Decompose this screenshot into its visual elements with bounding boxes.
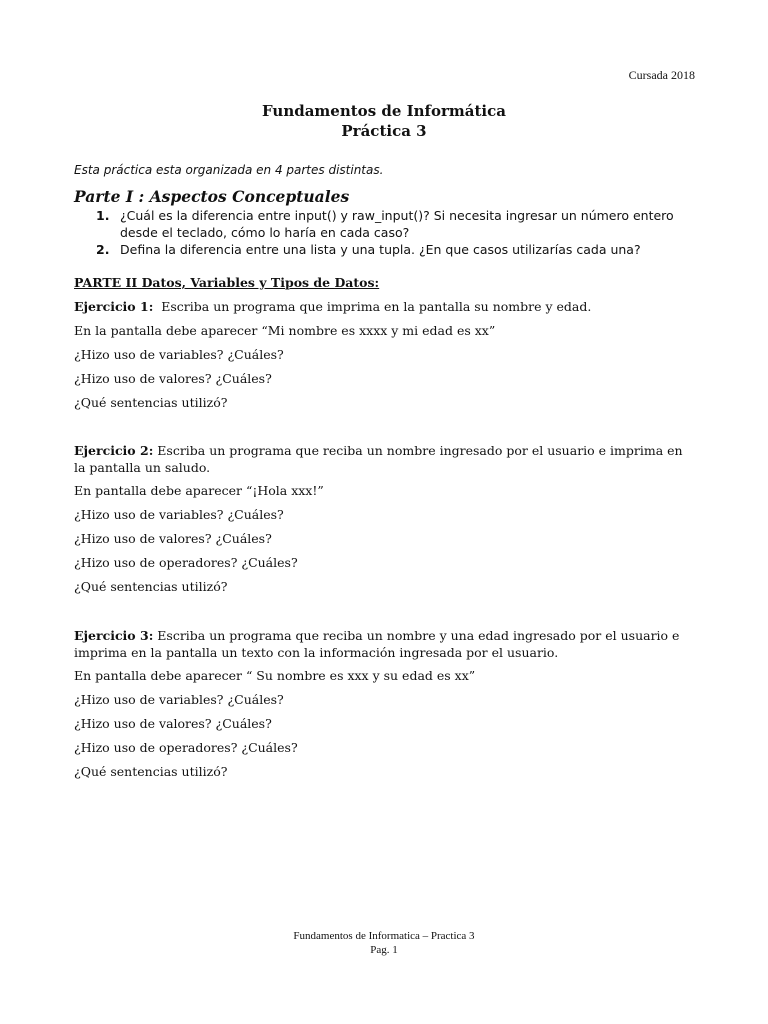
question-item xyxy=(96,242,696,259)
title-line-2: Práctica 3 xyxy=(341,122,427,140)
exercise-label: Ejercicio 2: xyxy=(74,443,154,458)
exercise-text: Escriba un programa que reciba un nombre y una edad ingresado por el usuario e imprima en la pantalla un texto con la información ingresada por el usuario. xyxy=(74,628,680,660)
intro-text: Esta práctica esta organizada en 4 partes distintas. xyxy=(74,163,384,177)
exercise-line: ¿Hizo uso de variables? ¿Cuáles? xyxy=(74,692,284,707)
question-item xyxy=(96,208,696,241)
exercise-statement xyxy=(74,628,694,661)
exercise-text: Escriba un programa que imprima en la pantalla su nombre y edad. xyxy=(153,299,592,314)
exercise-2 xyxy=(74,443,694,603)
exercise-line: ¿Hizo uso de variables? ¿Cuáles? xyxy=(74,507,284,522)
exercise-3 xyxy=(74,628,694,788)
exercise-line: ¿Hizo uso de valores? ¿Cuáles? xyxy=(74,531,272,546)
part1-heading: Parte I : Aspectos Conceptuales xyxy=(74,187,350,206)
document-title xyxy=(0,101,768,141)
exercise-line: ¿Hizo uso de operadores? ¿Cuáles? xyxy=(74,740,298,755)
exercise-label: Ejercicio 3: xyxy=(74,628,154,643)
question-number: 2. xyxy=(96,242,110,257)
course-year: Cursada 2018 xyxy=(628,68,695,82)
exercise-statement xyxy=(74,443,694,476)
exercise-line: ¿Hizo uso de variables? ¿Cuáles? xyxy=(74,347,284,362)
exercise-1 xyxy=(74,299,694,419)
exercise-text: Escriba un programa que reciba un nombre ingresado por el usuario e imprima en la pantalla un saludo. xyxy=(74,443,683,475)
page-footer xyxy=(0,929,768,957)
question-text: ¿Cuál es la diferencia entre input() y raw_input()? Si necesita ingresar un número entero desde el teclado, cómo lo haría en cada caso? xyxy=(120,208,674,240)
exercise-line: ¿Qué sentencias utilizó? xyxy=(74,764,228,779)
exercise-line: ¿Qué sentencias utilizó? xyxy=(74,579,228,594)
exercise-line: En la pantalla debe aparecer “Mi nombre es xxxx y mi edad es xx” xyxy=(74,323,496,338)
exercise-line: ¿Hizo uso de operadores? ¿Cuáles? xyxy=(74,555,298,570)
title-line-1: Fundamentos de Informática xyxy=(262,102,506,120)
part2-heading: PARTE II Datos, Variables y Tipos de Datos: xyxy=(74,275,380,290)
question-list xyxy=(96,208,696,260)
exercise-line: ¿Hizo uso de valores? ¿Cuáles? xyxy=(74,371,272,386)
exercise-statement xyxy=(74,299,694,323)
exercise-line: En pantalla debe aparecer “ Su nombre es xxx y su edad es xx” xyxy=(74,668,476,683)
exercise-line: ¿Hizo uso de valores? ¿Cuáles? xyxy=(74,716,272,731)
exercise-label: Ejercicio 1: xyxy=(74,299,154,314)
exercise-line: ¿Qué sentencias utilizó? xyxy=(74,395,228,410)
question-number: 1. xyxy=(96,208,110,223)
question-text: Defina la diferencia entre una lista y una tupla. ¿En que casos utilizarías cada una? xyxy=(120,242,641,257)
page-number: Pag. 1 xyxy=(370,944,398,956)
exercise-line: En pantalla debe aparecer “¡Hola xxx!” xyxy=(74,483,324,498)
footer-title: Fundamentos de Informatica – Practica 3 xyxy=(293,930,475,942)
